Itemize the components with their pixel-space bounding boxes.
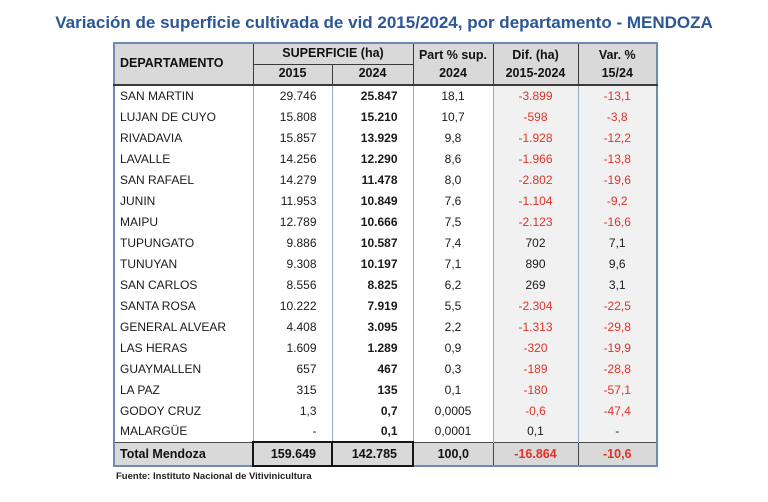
cell-part: 8,0 <box>413 169 493 190</box>
cell-var: -28,8 <box>578 358 657 379</box>
col-header-2015: 2015 <box>253 64 332 85</box>
cell-part: 7,6 <box>413 190 493 211</box>
cell-var: - <box>578 421 657 442</box>
table-row <box>114 169 657 190</box>
col-header-var-line1: Var. % <box>598 47 636 62</box>
cell-s2024: 10.666 <box>332 211 413 232</box>
table-footer <box>114 442 657 466</box>
col-header-dif <box>493 43 578 85</box>
cell-dif: -598 <box>493 106 578 127</box>
total-label: Total Mendoza <box>114 442 253 466</box>
cell-name: SAN RAFAEL <box>114 169 253 190</box>
cell-var: -57,1 <box>578 379 657 400</box>
table-row <box>114 337 657 358</box>
cell-s2024: 135 <box>332 379 413 400</box>
cell-part: 5,5 <box>413 295 493 316</box>
cell-name: TUNUYAN <box>114 253 253 274</box>
cell-s2015: 657 <box>253 358 332 379</box>
cell-dif: -2.123 <box>493 211 578 232</box>
cell-part: 6,2 <box>413 274 493 295</box>
cell-dif: 890 <box>493 253 578 274</box>
col-header-dif-line2: 2015-2024 <box>505 66 566 80</box>
table-body <box>114 85 657 442</box>
cell-s2015: 12.789 <box>253 211 332 232</box>
cell-s2024: 10.587 <box>332 232 413 253</box>
cell-dif: -2.802 <box>493 169 578 190</box>
table-row <box>114 421 657 442</box>
table-row <box>114 85 657 106</box>
cell-s2024: 1.289 <box>332 337 413 358</box>
table-row <box>114 316 657 337</box>
page-title: Variación de superficie cultivada de vid 2015/2024, por departamento - MENDOZA <box>55 13 713 32</box>
vineyard-area-table <box>113 42 658 467</box>
cell-part: 9,8 <box>413 127 493 148</box>
cell-s2015: 9.308 <box>253 253 332 274</box>
cell-s2015: 9.886 <box>253 232 332 253</box>
cell-s2024: 7.919 <box>332 295 413 316</box>
cell-var: 7,1 <box>578 232 657 253</box>
cell-s2015: 315 <box>253 379 332 400</box>
cell-name: LAS HERAS <box>114 337 253 358</box>
cell-part: 10,7 <box>413 106 493 127</box>
total-dif-value: -16.864 <box>493 442 578 466</box>
cell-name: GUAYMALLEN <box>114 358 253 379</box>
cell-name: LUJAN DE CUYO <box>114 106 253 127</box>
col-header-part <box>413 43 493 85</box>
cell-s2015: 4.408 <box>253 316 332 337</box>
table-row <box>114 400 657 421</box>
table-row <box>114 106 657 127</box>
source-note: Fuente: Instituto Nacional de Vitivinicultura <box>116 471 312 482</box>
cell-part: 18,1 <box>413 85 493 106</box>
cell-part: 0,0001 <box>413 421 493 442</box>
cell-name: MAIPU <box>114 211 253 232</box>
cell-s2024: 12.290 <box>332 148 413 169</box>
cell-name: GODOY CRUZ <box>114 400 253 421</box>
cell-dif: -3.899 <box>493 85 578 106</box>
cell-s2024: 13.929 <box>332 127 413 148</box>
cell-name: GENERAL ALVEAR <box>114 316 253 337</box>
table-row <box>114 190 657 211</box>
col-header-departamento: DEPARTAMENTO <box>114 43 253 85</box>
cell-var: -13,1 <box>578 85 657 106</box>
cell-s2015: 29.746 <box>253 85 332 106</box>
cell-var: -13,8 <box>578 148 657 169</box>
cell-s2015: 8.556 <box>253 274 332 295</box>
cell-s2015: 1.609 <box>253 337 332 358</box>
cell-name: SAN MARTIN <box>114 85 253 106</box>
cell-var: -19,9 <box>578 337 657 358</box>
cell-s2024: 10.197 <box>332 253 413 274</box>
cell-var: -16,6 <box>578 211 657 232</box>
cell-dif: 0,1 <box>493 421 578 442</box>
table-row <box>114 232 657 253</box>
cell-s2015: 14.256 <box>253 148 332 169</box>
col-header-superficie-group: SUPERFICIE (ha) <box>253 43 413 64</box>
cell-s2024: 11.478 <box>332 169 413 190</box>
cell-dif: -320 <box>493 337 578 358</box>
col-header-var-line2: 15/24 <box>601 66 633 80</box>
cell-var: 9,6 <box>578 253 657 274</box>
table-row <box>114 379 657 400</box>
cell-part: 0,9 <box>413 337 493 358</box>
cell-dif: -1.313 <box>493 316 578 337</box>
total-2015-value: 159.649 <box>253 442 332 466</box>
cell-var: -9,2 <box>578 190 657 211</box>
total-var-value: -10,6 <box>578 442 657 466</box>
cell-var: -47,4 <box>578 400 657 421</box>
table-row <box>114 148 657 169</box>
cell-s2024: 467 <box>332 358 413 379</box>
cell-dif: -1.928 <box>493 127 578 148</box>
col-header-part-line2: 2024 <box>439 66 467 80</box>
cell-name: TUPUNGATO <box>114 232 253 253</box>
cell-s2015: 14.279 <box>253 169 332 190</box>
cell-dif: -0,6 <box>493 400 578 421</box>
total-2024-value: 142.785 <box>332 442 413 466</box>
cell-s2015: 11.953 <box>253 190 332 211</box>
col-header-var <box>578 43 657 85</box>
cell-part: 8,6 <box>413 148 493 169</box>
total-row <box>114 442 657 466</box>
cell-dif: 702 <box>493 232 578 253</box>
cell-part: 0,1 <box>413 379 493 400</box>
cell-dif: 269 <box>493 274 578 295</box>
col-header-2024: 2024 <box>332 64 413 85</box>
cell-s2024: 3.095 <box>332 316 413 337</box>
cell-part: 7,5 <box>413 211 493 232</box>
cell-name: RIVADAVIA <box>114 127 253 148</box>
table-row <box>114 274 657 295</box>
cell-s2015: 15.857 <box>253 127 332 148</box>
cell-dif: -1.966 <box>493 148 578 169</box>
cell-s2024: 0,7 <box>332 400 413 421</box>
cell-s2015: 1,3 <box>253 400 332 421</box>
cell-part: 7,4 <box>413 232 493 253</box>
cell-var: -3,8 <box>578 106 657 127</box>
table-row <box>114 358 657 379</box>
cell-var: 3,1 <box>578 274 657 295</box>
cell-name: LAVALLE <box>114 148 253 169</box>
cell-s2015: 10.222 <box>253 295 332 316</box>
cell-dif: -180 <box>493 379 578 400</box>
cell-var: -19,6 <box>578 169 657 190</box>
table-row <box>114 127 657 148</box>
cell-name: LA PAZ <box>114 379 253 400</box>
cell-part: 2,2 <box>413 316 493 337</box>
cell-name: SAN CARLOS <box>114 274 253 295</box>
table-row <box>114 253 657 274</box>
cell-dif: -189 <box>493 358 578 379</box>
cell-name: MALARGÜE <box>114 421 253 442</box>
cell-s2024: 10.849 <box>332 190 413 211</box>
table-header <box>114 43 657 85</box>
cell-var: -29,8 <box>578 316 657 337</box>
cell-s2024: 25.847 <box>332 85 413 106</box>
table-row <box>114 295 657 316</box>
cell-part: 7,1 <box>413 253 493 274</box>
cell-s2024: 8.825 <box>332 274 413 295</box>
col-header-dif-line1: Dif. (ha) <box>512 47 559 62</box>
cell-s2024: 0,1 <box>332 421 413 442</box>
cell-s2015: 15.808 <box>253 106 332 127</box>
total-part-value: 100,0 <box>413 442 493 466</box>
cell-part: 0,0005 <box>413 400 493 421</box>
cell-s2024: 15.210 <box>332 106 413 127</box>
cell-part: 0,3 <box>413 358 493 379</box>
cell-name: SANTA ROSA <box>114 295 253 316</box>
cell-var: -22,5 <box>578 295 657 316</box>
cell-name: JUNIN <box>114 190 253 211</box>
cell-dif: -1.104 <box>493 190 578 211</box>
cell-dif: -2.304 <box>493 295 578 316</box>
cell-s2015: - <box>253 421 332 442</box>
col-header-part-line1: Part % sup. <box>418 47 488 62</box>
cell-var: -12,2 <box>578 127 657 148</box>
table-row <box>114 211 657 232</box>
